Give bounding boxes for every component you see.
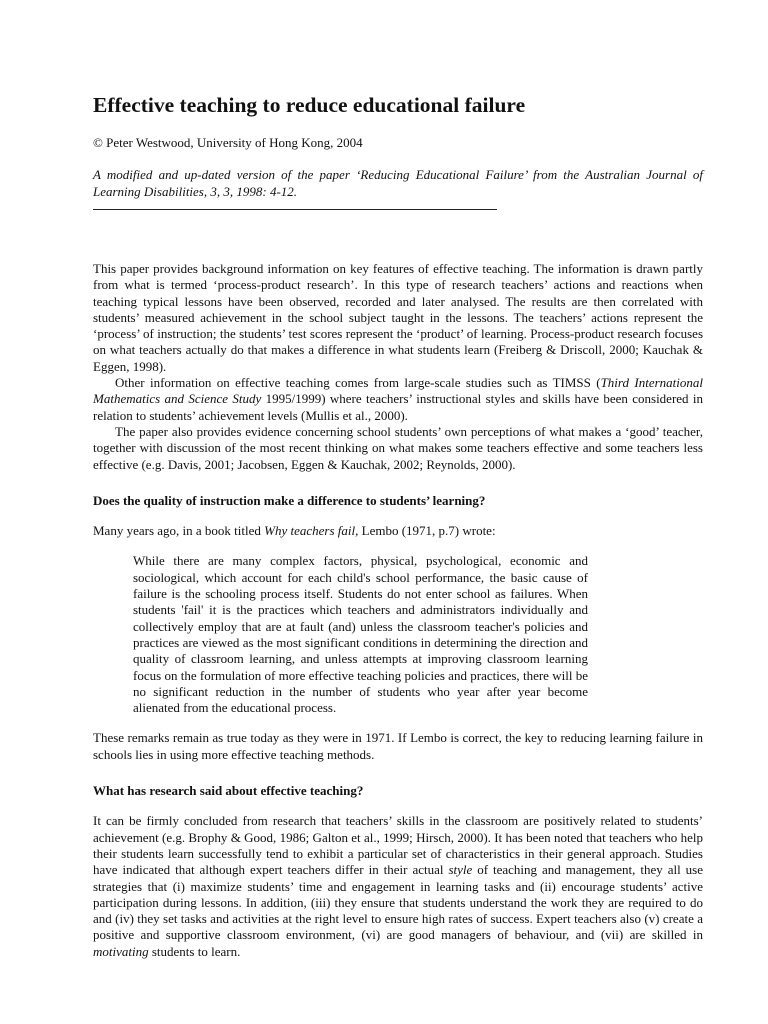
s2-text-c: students to learn. [148,943,241,959]
intro-paragraph-3: The paper also provides evidence concerning school students’ own perceptions of what makes a ‘good’ teacher, together with discussion of the most recent thinking on what makes some teachers effective and some teachers less effective (e.g. Davis, 2001; Jacobsen, Eggen & Kauchak, 2002; Reynolds, 2000). [93,423,703,472]
section-heading-research: What has research said about effective teaching? [93,783,364,799]
s2-italic-style: style [448,862,473,878]
lead-text-b: Lembo (1971, p.7) wrote: [358,523,496,539]
intro-p2-text-a: Other information on effective teaching comes from large-scale studies such as TIMSS ( [115,375,601,391]
s2-text-b: of teaching and management, they all use strategies that (i) maximize students’ time and engagement in learning tasks and (ii) encourage students’ active participation during lessons. In addition, (iii) they ensure that students understand the work they are required to do and (iv) they set tasks and activities at the right level to ensure high rates of success. Expert teachers also (v) create a positive and supportive classroom environment, (vi) are good managers of behaviour, and (vii) are skilled in [93,862,703,943]
copyright-line: © Peter Westwood, University of Hong Kong, 2004 [93,135,363,150]
s2-italic-motivating: motivating [93,943,149,959]
intro-p2-italic: Third International Mathematics and Science Study [93,375,703,407]
book-title: Why teachers fail, [264,523,359,539]
document-body [93,261,703,960]
lead-text-a: Many years ago, in a book titled [93,523,265,539]
document-title: Effective teaching to reduce educational failure [93,93,526,117]
intro-paragraph-1: This paper provides background information on key features of effective teaching. The information is drawn partly from what is termed ‘process-product research’. In this type of research teachers’ actions and reactions when teaching typical lessons have been observed, recorded and later analysed. The results are then correlated with students’ measured achievement in the school subject taught in the lessons. The teachers’ actions represent the ‘process’ of instruction; the students’ test scores represent the ‘product’ of learning. Process-product research focuses on what teachers actually do that makes a difference in what students learn (Freiberg & Driscoll, 2000; Kauchak & Eggen, 1998). [93,261,703,374]
section2-paragraph [93,813,703,960]
intro-p2-text-b: 1995/1999) where teachers’ instructional styles and skills have been considered in relation to students’ achievement levels (Mullis et al., 2000). [93,391,704,423]
section1-after-quote: These remarks remain as true today as they were in 1971. If Lembo is correct, the key to reducing learning failure in schools lies in using more effective teaching methods. [93,730,703,762]
publication-note: A modified and up-dated version of the paper ‘Reducing Educational Failure’ from the Australian Journal of Learning Disabilities, 3, 3, 1998: 4-12. [93,167,703,199]
block-quote: While there are many complex factors, physical, psychological, economic and sociological, which account for each child's school performance, the basic cause of failure is the schooling process itself. Students do not enter school as failures. When students 'fail' it is the practices which teachers and administrators individually and collectively employ that are at fault (and) unless the classroom teacher's policies and practices are viewed as the most significant conditions in determining the direction and quality of classroom learning, and unless attempts at improving classroom learning focus on the formulation of more effective teaching policies and practices, there will be no significant reduction in the number of students who year after year become alienated from the educational process. [133,553,588,716]
section1-lead [93,523,703,539]
intro-paragraph-2 [93,375,703,424]
section-heading-quality: Does the quality of instruction make a difference to students’ learning? [93,492,486,508]
horizontal-rule [93,209,497,210]
s2-text-a: It can be firmly concluded from research that teachers’ skills in the classroom are positively related to students’ achievement (e.g. Brophy & Good, 1986; Galton et al., 1999; Hirsch, 2000). It has been noted that teachers who help their students learn successfully tend to exhibit a particular set of characteristics in their general approach. Studies have indicated that although expert teachers differ in their actual [93,813,703,878]
